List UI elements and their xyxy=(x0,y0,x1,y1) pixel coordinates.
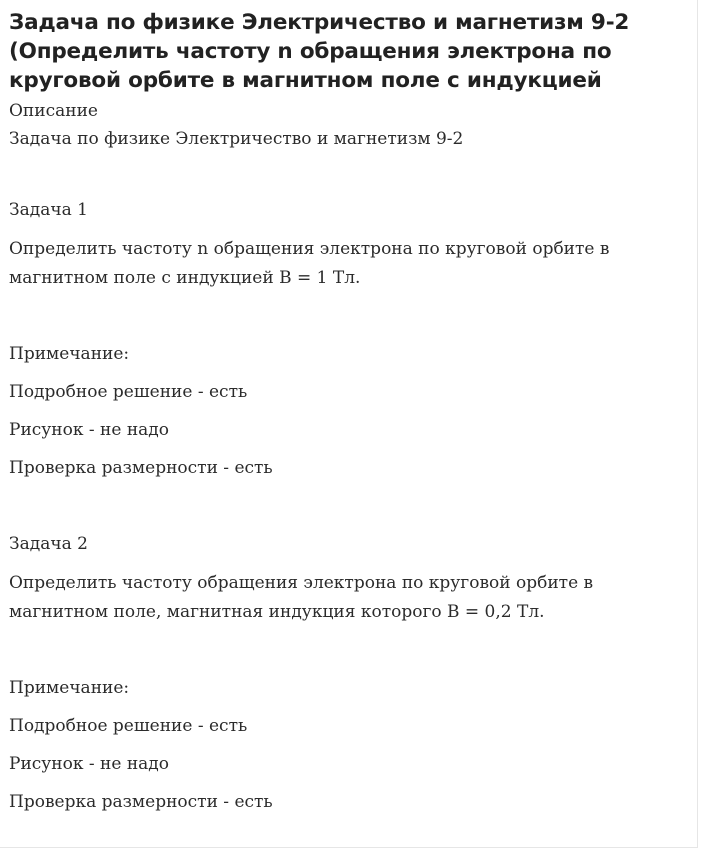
page-title: Задача по физике Электричество и магнетизм 9-2 (Определить частоту n обращения электрона по круговой орбите в магнитном поле с индукцией xyxy=(9,10,630,93)
task-1 xyxy=(9,196,689,483)
task-statement: Определить частоту обращения электрона по круговой орбите в магнитном поле, магнитная индукция которого B = 0,2 Тл. xyxy=(9,573,594,622)
description-text: Задача по физике Электричество и магнетизм 9-2 xyxy=(9,129,464,149)
task-statement: Определить частоту n обращения электрона по круговой орбите в магнитном поле с индукцией B = 1 Тл. xyxy=(9,239,610,288)
note-item: Рисунок - не надо xyxy=(9,754,169,774)
task-heading: Задача 1 xyxy=(9,200,88,220)
note-item: Проверка размерности - есть xyxy=(9,792,273,812)
note-item: Рисунок - не надо xyxy=(9,420,169,440)
note-label: Примечание: xyxy=(9,678,130,698)
document-content xyxy=(9,8,689,817)
task-2 xyxy=(9,530,689,817)
task-heading: Задача 2 xyxy=(9,534,88,554)
note-item: Проверка размерности - есть xyxy=(9,458,273,478)
note-label: Примечание: xyxy=(9,344,130,364)
note-item: Подробное решение - есть xyxy=(9,716,248,736)
note-item: Подробное решение - есть xyxy=(9,382,248,402)
description-label: Описание xyxy=(9,101,98,121)
